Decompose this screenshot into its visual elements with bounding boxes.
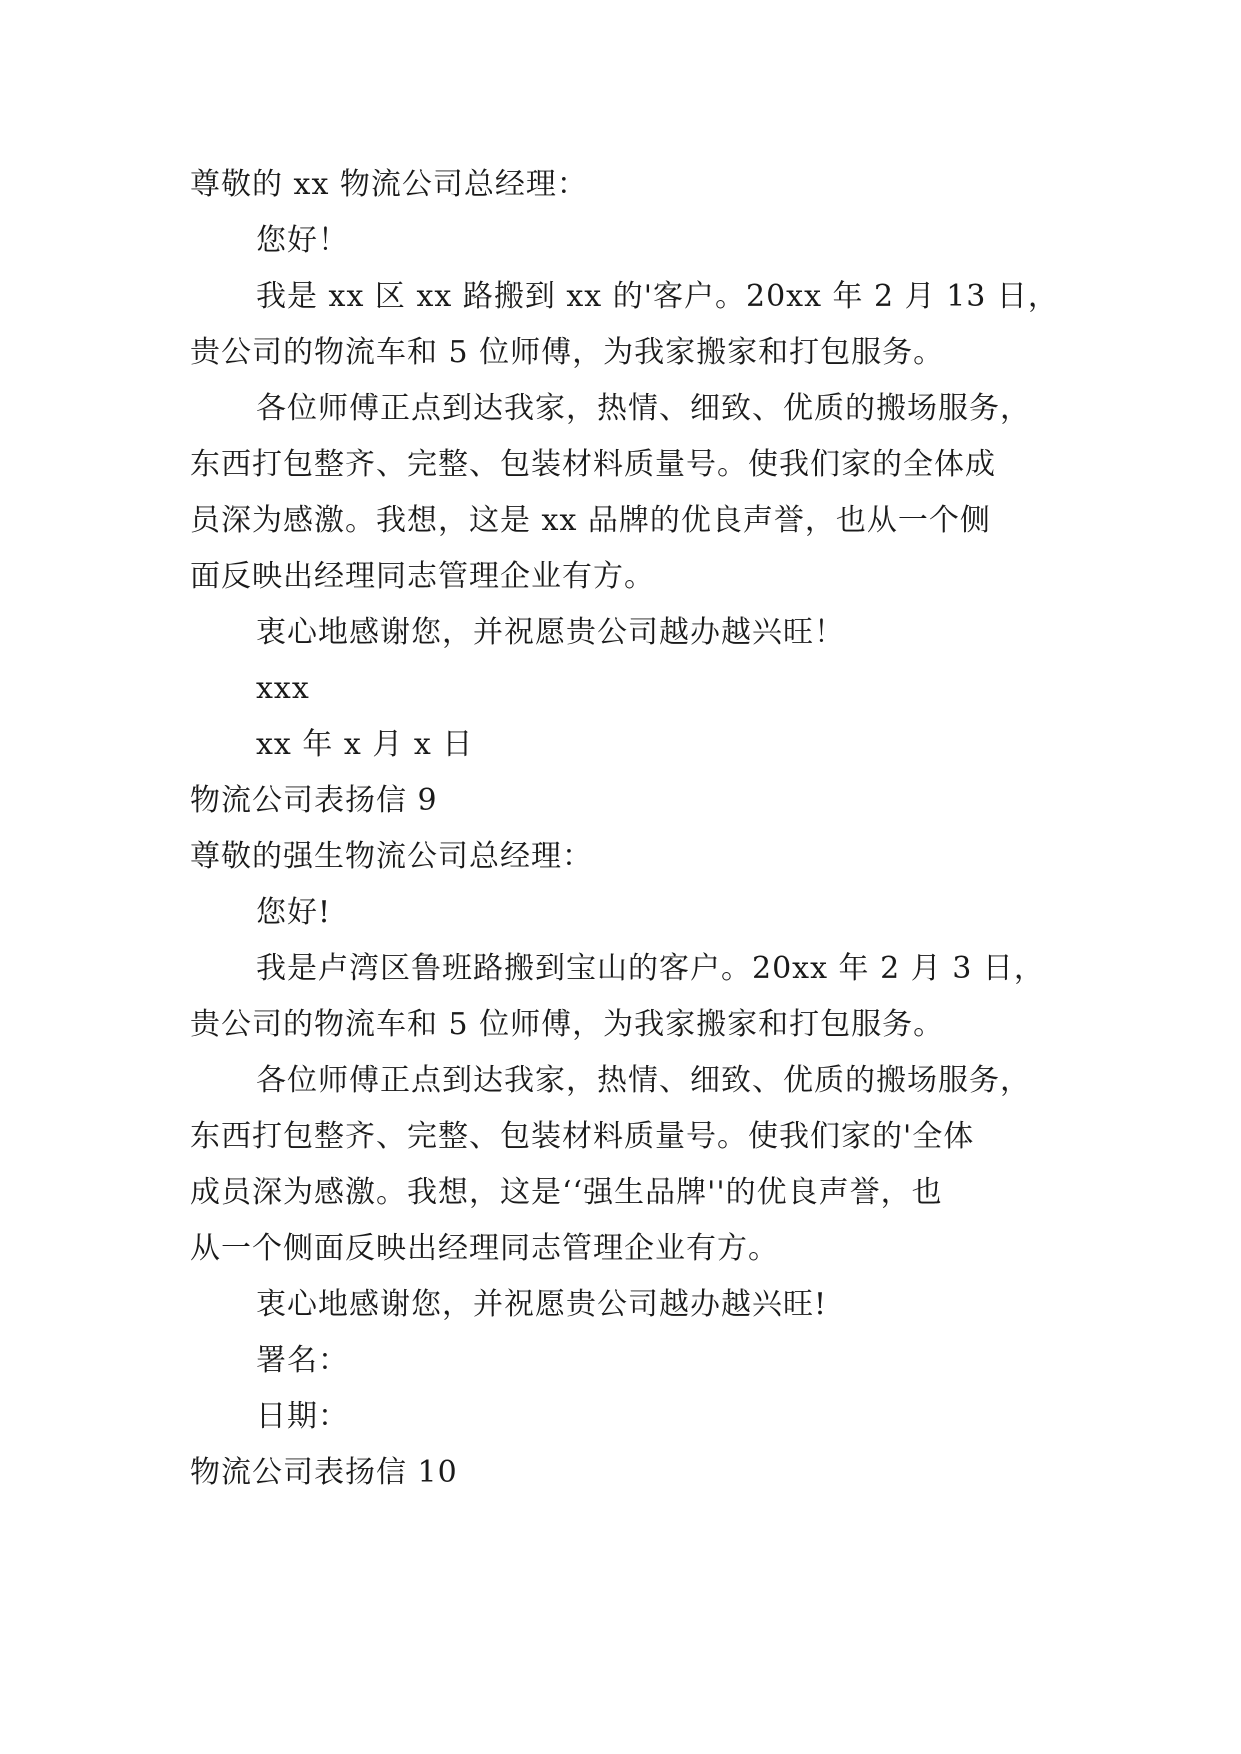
letter2-paragraph2-line2: 东西打包整齐、完整、包装材料质量号。使我们家的'全体 xyxy=(190,1119,975,1154)
letter1-paragraph2-line2: 东西打包整齐、完整、包装材料质量号。使我们家的全体成 xyxy=(190,447,996,482)
letter1-greeting: 您好！ xyxy=(256,223,349,258)
letter1-paragraph2-line1: 各位师傅正点到达我家，热情、细致、优质的搬场服务， xyxy=(256,391,1031,426)
letter1-paragraph1-line2: 贵公司的物流车和 5 位师傅，为我家搬家和打包服务。 xyxy=(190,335,945,370)
section-9-title: 物流公司表扬信 9 xyxy=(190,783,438,818)
letter1-paragraph2-line3: 员深为感激。我想，这是 xx 品牌的优良声誉，也从一个侧 xyxy=(190,503,991,538)
letter1-salutation: 尊敬的 xx 物流公司总经理： xyxy=(190,167,588,202)
letter2-paragraph1-line2: 贵公司的物流车和 5 位师傅，为我家搬家和打包服务。 xyxy=(190,1007,945,1042)
letter2-salutation: 尊敬的强生物流公司总经理： xyxy=(190,839,593,874)
letter2-paragraph2-line3: 成员深为感激。我想，这是‘‘强生品牌''的优良声誉，也 xyxy=(190,1175,943,1210)
letter2-date-label: 日期： xyxy=(256,1399,349,1434)
letter1-date: xx 年 x 月 x 日 xyxy=(256,727,474,762)
letter1-signature: xxx xyxy=(256,671,310,706)
letter2-closing: 衷心地感谢您，并祝愿贵公司越办越兴旺! xyxy=(256,1287,828,1322)
letter2-paragraph2-line1: 各位师傅正点到达我家，热情、细致、优质的搬场服务， xyxy=(256,1063,1031,1098)
letter2-greeting: 您好! xyxy=(256,895,332,930)
letter1-paragraph1-line1: 我是 xx 区 xx 路搬到 xx 的'客户。20xx 年 2 月 13 日， xyxy=(256,279,1059,314)
letter2-signature-label: 署名： xyxy=(256,1343,349,1378)
section-10-title: 物流公司表扬信 10 xyxy=(190,1455,458,1490)
letter2-paragraph2-line4: 从一个侧面反映出经理同志管理企业有方。 xyxy=(190,1231,779,1266)
letter1-paragraph2-line4: 面反映出经理同志管理企业有方。 xyxy=(190,559,655,594)
letter1-closing: 衷心地感谢您，并祝愿贵公司越办越兴旺！ xyxy=(256,615,845,650)
letter2-paragraph1-line1: 我是卢湾区鲁班路搬到宝山的客户。20xx 年 2 月 3 日， xyxy=(256,951,1045,986)
